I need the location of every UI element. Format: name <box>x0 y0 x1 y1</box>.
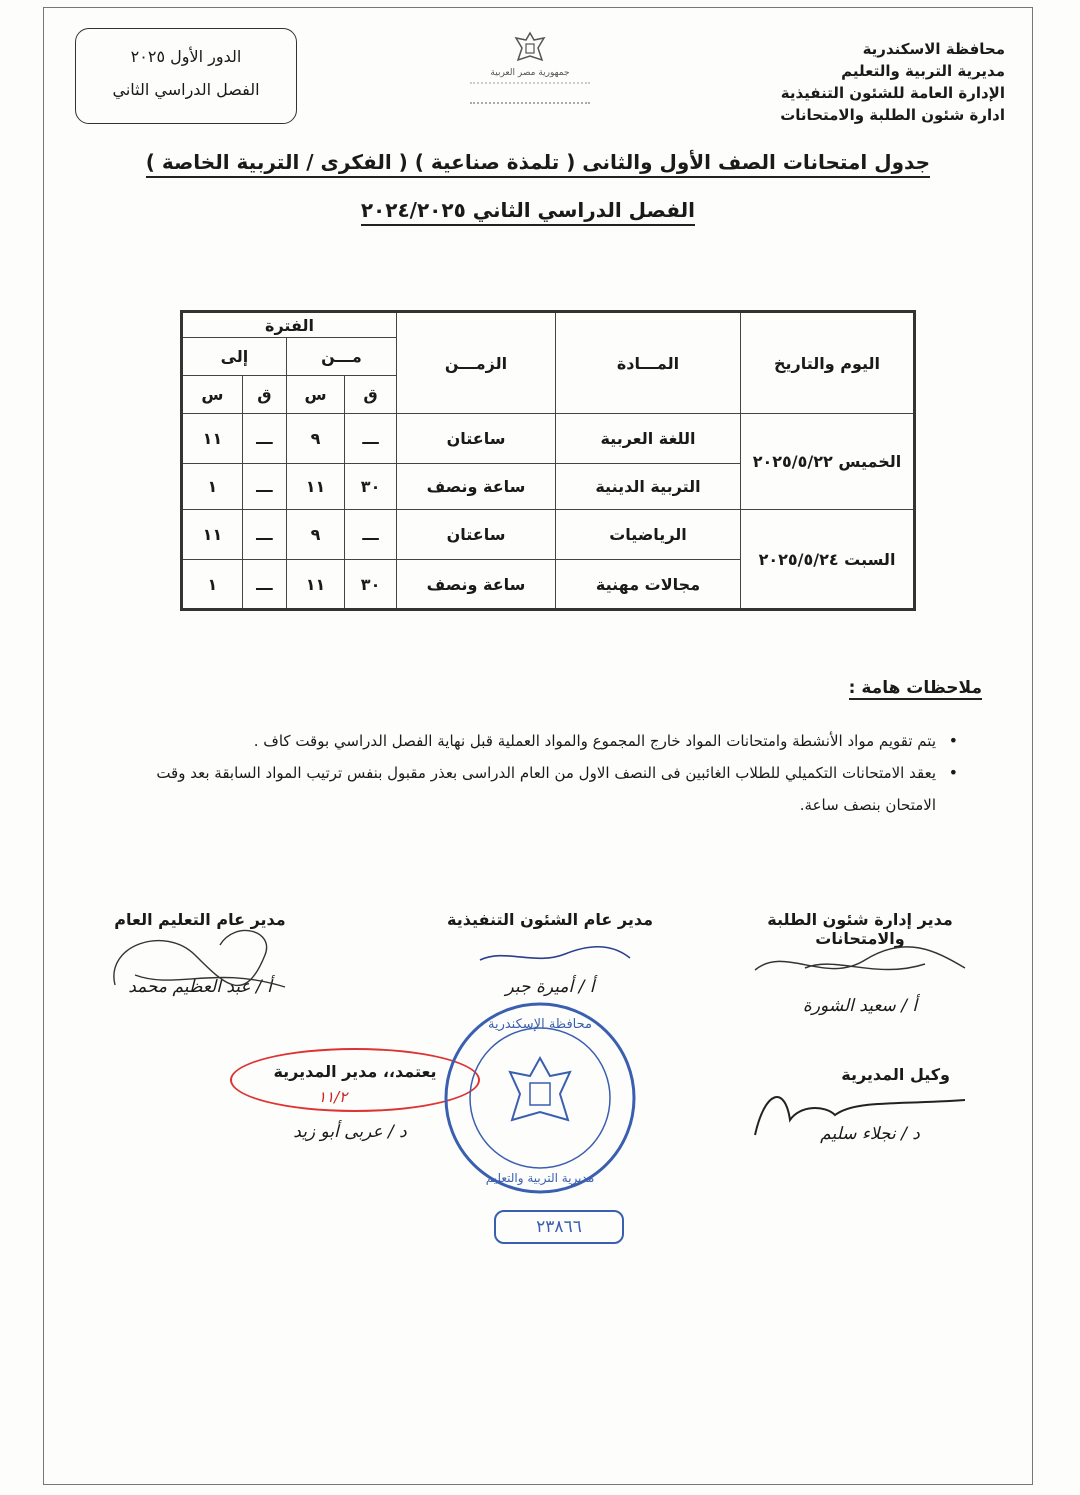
exam-schedule-table <box>180 310 916 611</box>
ministry-line: مديرية التربية والتعليم <box>841 62 1005 80</box>
signature-name: أ / عبد العظيم محمد <box>128 977 272 997</box>
subject-cell: مجالات مهنية <box>556 560 741 610</box>
duration-cell: ساعتان <box>397 510 556 560</box>
header-duration: الزمـــن <box>397 312 556 414</box>
seal-bottom-text: مديرية التربية والتعليم <box>485 1171 595 1185</box>
eagle-icon <box>510 1058 570 1120</box>
approval-note: ١١/٢ <box>318 1088 348 1106</box>
day-date-cell: الخميس ٢٠٢٥/٥/٢٢ <box>741 414 915 510</box>
page-title: جدول امتحانات الصف الأول والثانى ( تلمذة صناعية ) ( الفكرى / التربية الخاصة ) <box>146 150 930 178</box>
header-to-hours: س <box>182 376 243 414</box>
header-from-hours: س <box>286 376 344 414</box>
seal-number: ٢٣٨٦٦ <box>494 1210 624 1244</box>
signature-role: وكيل المديرية <box>841 1065 950 1084</box>
signature-name: أ / أميرة جبر <box>505 977 595 997</box>
duration-cell: ساعة ونصف <box>397 464 556 510</box>
ministry-header <box>685 38 1005 126</box>
handwritten-signature <box>745 940 975 990</box>
signature-role: مدير عام التعليم العام <box>114 910 286 929</box>
page-subtitle: الفصل الدراسي الثاني ٢٠٢٤/٢٠٢٥ <box>361 198 695 226</box>
list-item: • يتم تقويم مواد الأنشطة وامتحانات المواد خارج المجموع والمواد العملية قبل نهاية الفصل الدراسي بوقت كاف . <box>116 725 936 757</box>
to-hours-cell: ١١ <box>182 510 243 560</box>
to-hours-cell: ١ <box>182 464 243 510</box>
table-row <box>182 414 915 464</box>
to-minutes-cell: ـــ <box>242 510 286 560</box>
from-minutes-cell: ـــ <box>345 510 397 560</box>
notes-heading: ملاحظات هامة : <box>848 678 982 698</box>
to-minutes-cell: ـــ <box>242 560 286 610</box>
header-period: الفترة <box>182 312 397 338</box>
approval-text: يعتمد،، مدير المديرية <box>273 1062 437 1081</box>
semester-label: الفصل الدراسي الثاني <box>112 80 260 99</box>
from-minutes-cell: ٣٠ <box>345 464 397 510</box>
decorative-script <box>470 82 590 104</box>
table-row <box>182 510 915 560</box>
to-minutes-cell: ـــ <box>242 464 286 510</box>
to-hours-cell: ١١ <box>182 414 243 464</box>
handwritten-signature <box>745 1080 975 1140</box>
from-hours-cell: ٩ <box>286 414 344 464</box>
from-hours-cell: ١١ <box>286 464 344 510</box>
exam-round-box <box>75 28 297 124</box>
republic-emblem <box>455 30 605 120</box>
duration-cell: ساعتان <box>397 414 556 464</box>
signature-name: د / عربى أبو زيد <box>293 1122 407 1142</box>
signature-director <box>250 1122 450 1142</box>
to-hours-cell: ١ <box>182 560 243 610</box>
signature-name: د / نجلاء سليم <box>820 1124 920 1144</box>
header-subject: المـــادة <box>556 312 741 414</box>
from-minutes-cell: ـــ <box>345 414 397 464</box>
header-to: إلى <box>182 338 287 376</box>
subject-cell: الرياضيات <box>556 510 741 560</box>
header-from: مـــن <box>286 338 396 376</box>
exam-round: الدور الأول ٢٠٢٥ <box>130 47 242 66</box>
subject-cell: اللغة العربية <box>556 414 741 464</box>
seal-top-text: محافظة الإسكندرية <box>487 1017 593 1032</box>
ministry-line: محافظة الاسكندرية <box>862 40 1005 58</box>
list-item: • يعقد الامتحانات التكميلي للطلاب الغائبين فى النصف الاول من العام الدراسى بعذر مقبول بنفس ترتيب المواد السابقة بعد وقت الامتحان بنصف ساعة. <box>116 757 936 821</box>
signature-role: مدير إدارة شئون الطلبة والامتحانات <box>767 910 953 948</box>
eagle-icon <box>510 30 550 66</box>
notes-list <box>116 725 958 821</box>
from-hours-cell: ٩ <box>286 510 344 560</box>
from-minutes-cell: ٣٠ <box>345 560 397 610</box>
ministry-line: الإدارة العامة للشئون التنفيذية <box>780 84 1005 102</box>
duration-cell: ساعة ونصف <box>397 560 556 610</box>
signature-name: أ / سعيد الشورة <box>802 996 918 1016</box>
handwritten-signature <box>95 915 295 1010</box>
handwritten-signature <box>475 938 635 968</box>
to-minutes-cell: ـــ <box>242 414 286 464</box>
signature-role: مدير عام الشئون التنفيذية <box>446 910 654 929</box>
header-to-minutes: ق <box>242 376 286 414</box>
emblem-caption: جمهورية مصر العربية <box>490 68 570 78</box>
subject-cell: التربية الدينية <box>556 464 741 510</box>
day-date-cell: السبت ٢٠٢٥/٥/٢٤ <box>741 510 915 610</box>
official-seal <box>440 998 640 1198</box>
header-from-minutes: ق <box>345 376 397 414</box>
from-hours-cell: ١١ <box>286 560 344 610</box>
header-day-date: اليوم والتاريخ <box>741 312 915 414</box>
ministry-line: ادارة شئون الطلبة والامتحانات <box>780 106 1005 124</box>
